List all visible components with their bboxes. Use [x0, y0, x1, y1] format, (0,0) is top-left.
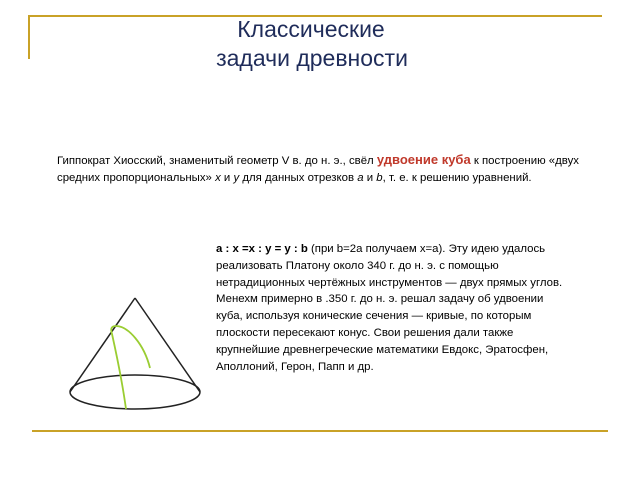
body-text: (при b=2a получаем x=a). Эту идею удалось реализовать Платону около 340 г. до н. э. с помощью нетрадиционных чертёжных инструментов — двух прямых углов. Менехм примерно в .350 г. до н. э. решал задачу об удвоении куба, используя конические сечения — кривые, по которым плоскости пересекают конус. Свои решения дали также крупнейшие древнегреческие математики Евдокс, Эратосфен, Аполлоний, Герон, Папп и др.	[216, 243, 563, 373]
var-a: a	[357, 171, 364, 184]
var-y: y	[233, 171, 240, 184]
intro-paragraph	[57, 152, 595, 186]
title-line-1: Классические	[237, 16, 385, 42]
var-x: x	[215, 171, 221, 184]
proportion-formula: а : х =х : у = у : b	[216, 243, 308, 255]
intro-text-3: для данных отрезков	[239, 171, 358, 184]
body-paragraph	[216, 241, 571, 375]
conic-section-curve	[111, 326, 126, 409]
intro-text-2: к построению «двух средних пропорциональных»	[57, 155, 579, 184]
conic-section-curve-right	[116, 326, 150, 368]
intro-and-1: и	[220, 171, 234, 184]
page-title	[0, 15, 640, 73]
frame-bottom-rule	[32, 430, 608, 432]
intro-and-2: и	[363, 171, 377, 184]
intro-text-1: Гиппократ Хиосский, знаменитый геометр V в. до н. э., свёл	[57, 155, 377, 167]
title-line-2: задачи древности	[216, 45, 408, 71]
var-b: b	[376, 171, 383, 184]
intro-tail: , т. е. к решению уравнений.	[382, 171, 532, 184]
cone-base	[70, 375, 200, 409]
cone-illustration	[60, 292, 210, 422]
highlight-doubling-cube: удвоение куба	[376, 152, 471, 167]
